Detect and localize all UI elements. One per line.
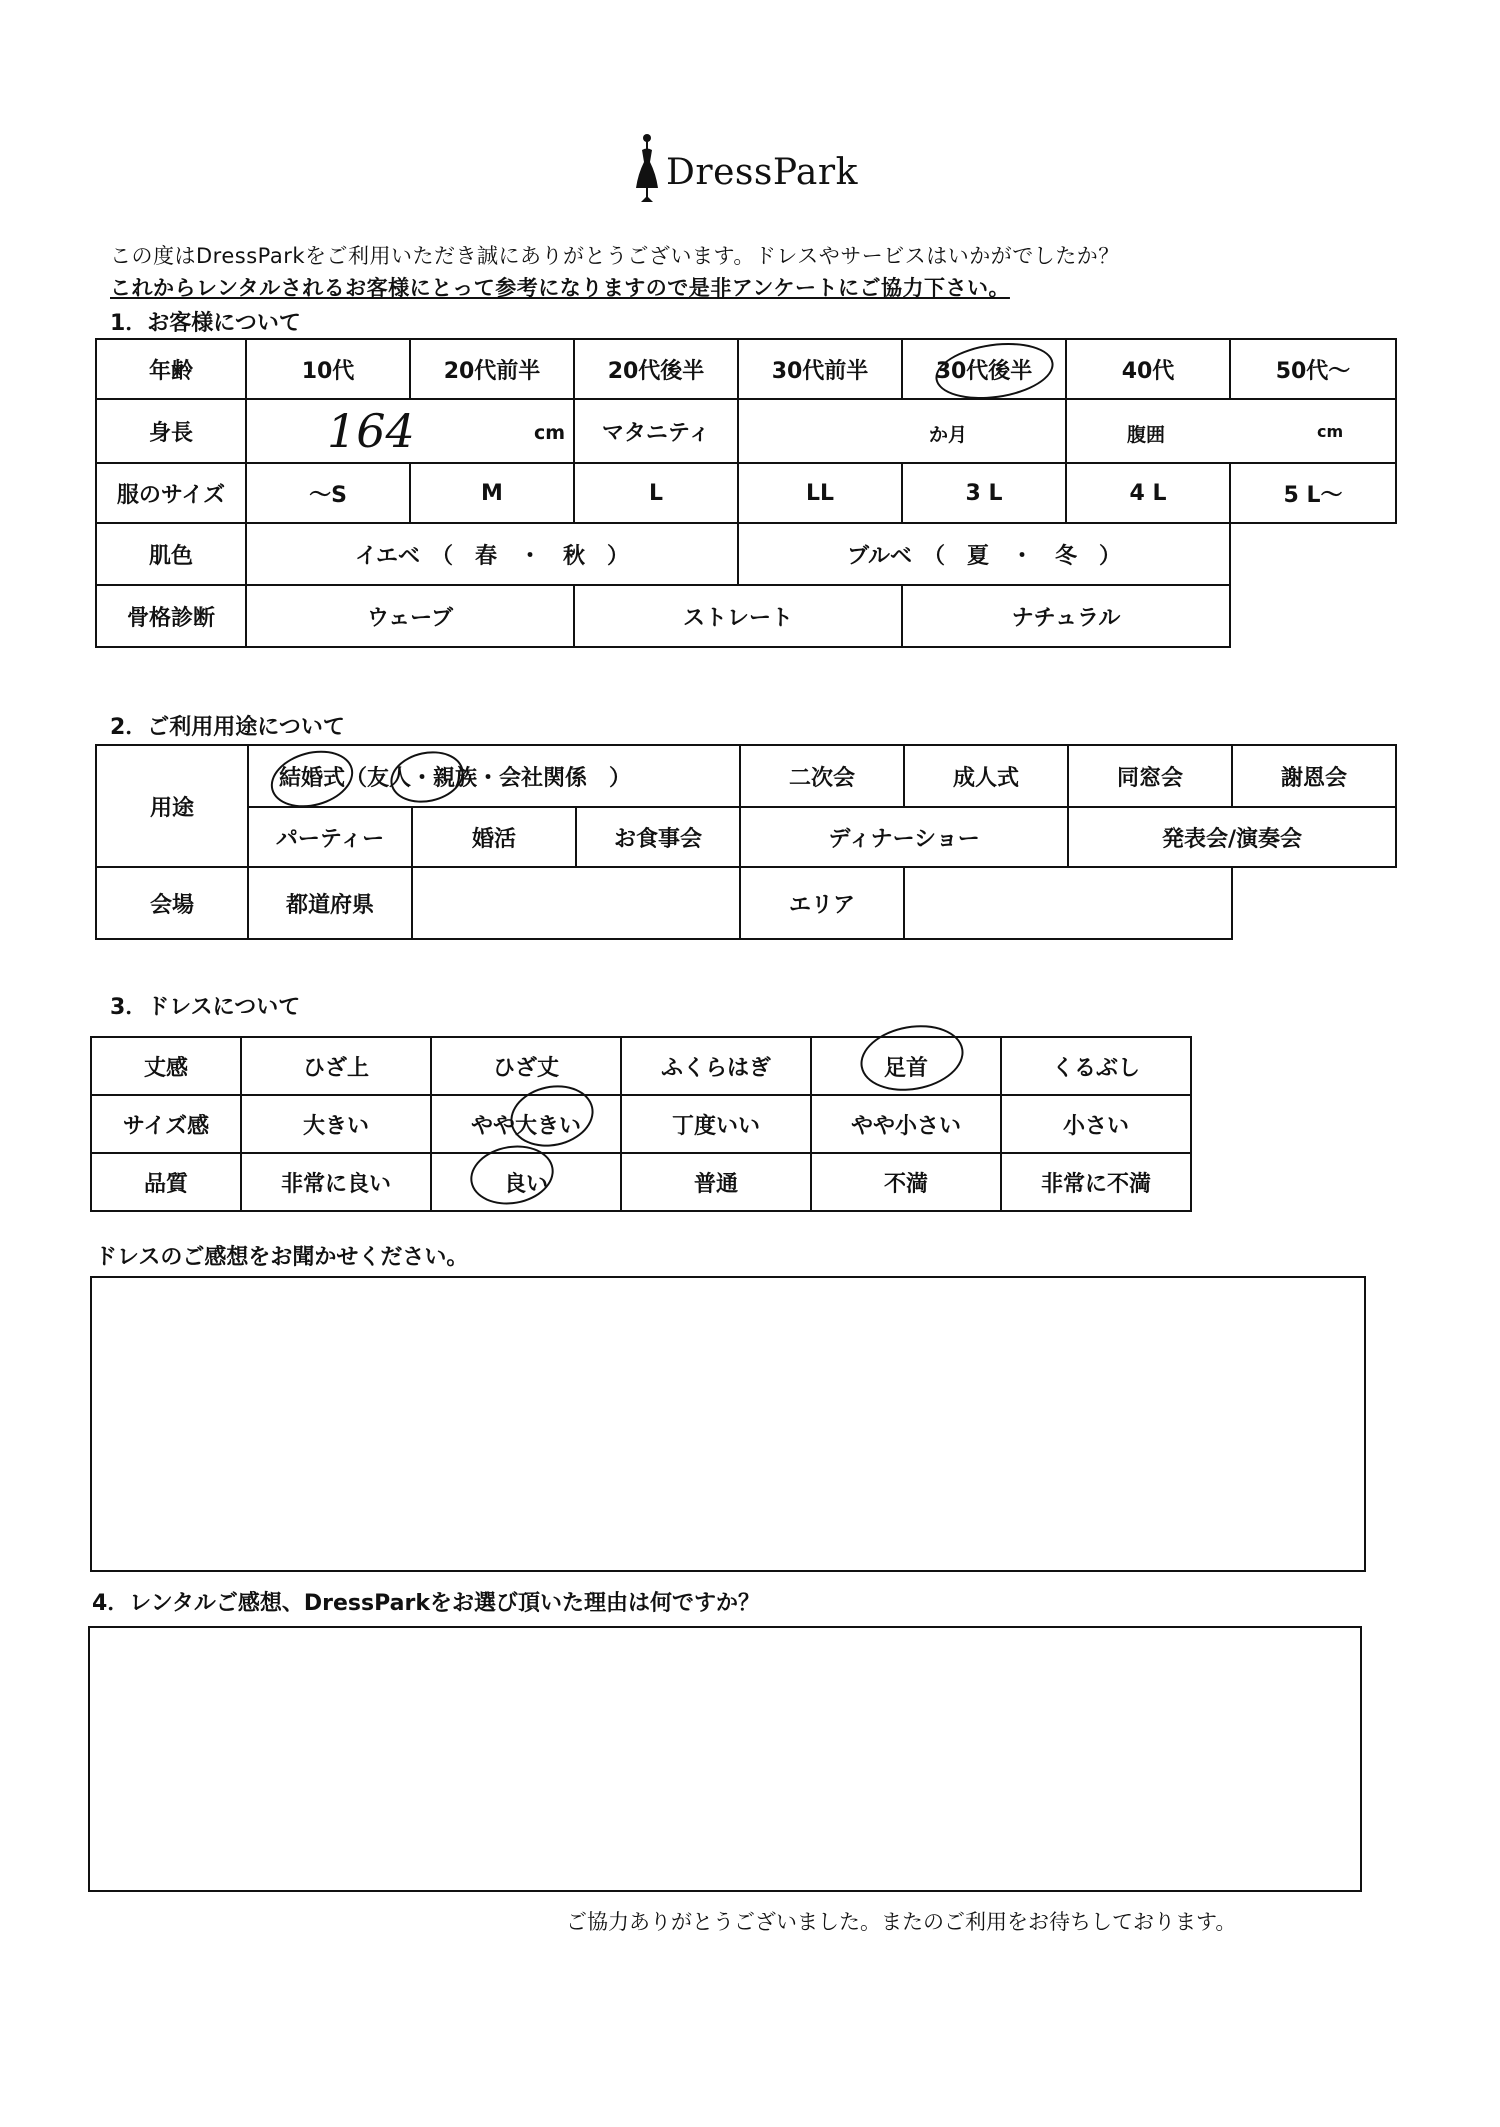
fit-option[interactable]: 小さい (1001, 1095, 1191, 1153)
purpose-option[interactable]: 同窓会 (1068, 745, 1232, 807)
section-3-title: 3．ドレスについて (110, 995, 301, 1020)
customer-table (95, 338, 1397, 648)
age-option[interactable]: 50代～ (1230, 339, 1396, 399)
waist-unit: cm (1317, 422, 1344, 441)
purpose-table (95, 744, 1397, 940)
fit-option[interactable]: 大きい (241, 1095, 431, 1153)
frame-option[interactable]: ウェーブ (246, 585, 574, 647)
reason-comment-box[interactable] (88, 1626, 1362, 1892)
age-option[interactable]: 10代 (246, 339, 410, 399)
age-option[interactable]: 40代 (1066, 339, 1230, 399)
area-input[interactable] (904, 867, 1232, 939)
dress-silhouette-icon (634, 130, 660, 210)
size-option[interactable]: 3 L (902, 463, 1066, 523)
purpose-option[interactable]: 謝恩会 (1232, 745, 1396, 807)
purpose-option[interactable]: ディナーショー (740, 807, 1068, 867)
maternity-label: マタニティ (574, 399, 738, 463)
brand-name: DressPark (666, 152, 858, 193)
logo (634, 130, 874, 210)
age-option-selected[interactable]: 30代後半 (902, 339, 1066, 399)
fit-label: サイズ感 (91, 1095, 241, 1153)
section-4-title: 4．レンタルご感想、DressParkをお選び頂いた理由は何ですか？ (92, 1591, 760, 1616)
height-cell[interactable] (246, 399, 574, 463)
length-option-selected[interactable]: 足首 (811, 1037, 1001, 1095)
dress-comment-prompt: ドレスのご感想をお聞かせください。 (95, 1245, 469, 1270)
height-value: 164 (327, 404, 415, 458)
dress-comment-box[interactable] (90, 1276, 1366, 1572)
purpose-label: 用途 (96, 745, 248, 867)
frame-option[interactable]: ストレート (574, 585, 902, 647)
quality-option[interactable]: 不満 (811, 1153, 1001, 1211)
size-option[interactable]: LL (738, 463, 902, 523)
length-label: 丈感 (91, 1037, 241, 1095)
length-option[interactable]: ひざ丈 (431, 1037, 621, 1095)
fit-option-selected[interactable]: やや大きい (431, 1095, 621, 1153)
quality-option-selected[interactable]: 良い (431, 1153, 621, 1211)
height-unit: cm (533, 422, 565, 444)
skin-option-yellow[interactable]: イエベ （ 春 ・ 秋 ） (246, 523, 738, 585)
age-option[interactable]: 30代前半 (738, 339, 902, 399)
intro-line-2: これからレンタルされるお客様にとって参考になりますので是非アンケートにご協力下さい。 (110, 276, 1010, 300)
height-label: 身長 (96, 399, 246, 463)
age-option[interactable]: 20代後半 (574, 339, 738, 399)
skin-label: 肌色 (96, 523, 246, 585)
months-unit: か月 (929, 424, 968, 446)
purpose-option[interactable]: お食事会 (576, 807, 740, 867)
size-option[interactable]: 5 L～ (1230, 463, 1396, 523)
frame-label: 骨格診断 (96, 585, 246, 647)
purpose-option[interactable]: 発表会/演奏会 (1068, 807, 1396, 867)
fit-option[interactable]: やや小さい (811, 1095, 1001, 1153)
size-option[interactable]: 4 L (1066, 463, 1230, 523)
dress-table (90, 1036, 1192, 1212)
size-option[interactable]: M (410, 463, 574, 523)
prefecture-label: 都道府県 (248, 867, 412, 939)
section-1-title: 1．お客様について (110, 311, 301, 336)
maternity-months-cell[interactable] (738, 399, 1066, 463)
purpose-option[interactable]: 婚活 (412, 807, 576, 867)
quality-option[interactable]: 普通 (621, 1153, 811, 1211)
purpose-option[interactable]: パーティー (248, 807, 412, 867)
size-option[interactable]: L (574, 463, 738, 523)
age-option[interactable]: 20代前半 (410, 339, 574, 399)
length-option[interactable]: ふくらはぎ (621, 1037, 811, 1095)
waist-cell[interactable] (1066, 399, 1396, 463)
size-option[interactable]: ～S (246, 463, 410, 523)
waist-label: 腹囲 (1127, 424, 1166, 446)
purpose-option[interactable]: 二次会 (740, 745, 904, 807)
quality-option[interactable]: 非常に不満 (1001, 1153, 1191, 1211)
skin-option-blue[interactable]: ブルベ （ 夏 ・ 冬 ） (738, 523, 1230, 585)
section-2-title: 2．ご利用用途について (110, 715, 345, 740)
area-label: エリア (740, 867, 904, 939)
length-option[interactable]: くるぶし (1001, 1037, 1191, 1095)
footer-thanks: ご協力ありがとうございました。またのご利用をお待ちしております。 (566, 1910, 1237, 1934)
fit-option[interactable]: 丁度いい (621, 1095, 811, 1153)
intro-line-1: この度はDressParkをご利用いただき誠にありがとうございます。ドレスやサービスはいかがでしたか？ (110, 244, 1120, 268)
length-option[interactable]: ひざ上 (241, 1037, 431, 1095)
purpose-option-wedding[interactable]: 結婚式（友人・親族・会社関係 ） (248, 745, 740, 807)
purpose-option[interactable]: 成人式 (904, 745, 1068, 807)
age-label: 年齢 (96, 339, 246, 399)
quality-option[interactable]: 非常に良い (241, 1153, 431, 1211)
quality-label: 品質 (91, 1153, 241, 1211)
size-label: 服のサイズ (96, 463, 246, 523)
frame-option[interactable]: ナチュラル (902, 585, 1230, 647)
prefecture-input[interactable] (412, 867, 740, 939)
venue-label: 会場 (96, 867, 248, 939)
